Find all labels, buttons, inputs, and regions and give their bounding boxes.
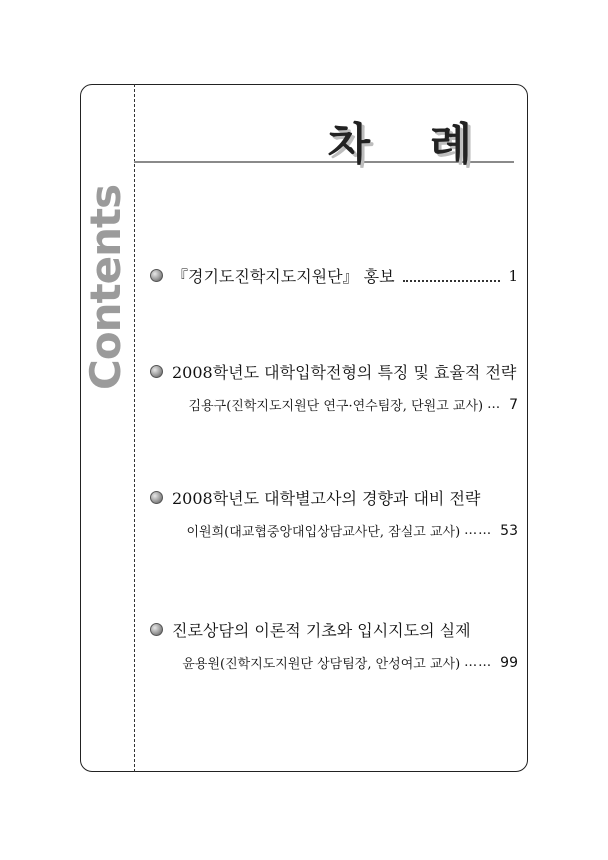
entry-page-number: 7 bbox=[509, 396, 518, 413]
side-label: Contents bbox=[81, 184, 130, 390]
entry-page-number: 53 bbox=[500, 522, 518, 539]
bullet-icon bbox=[150, 365, 163, 378]
bullet-icon bbox=[150, 491, 163, 504]
entry-author: 이원희(대교협중앙대입상담교사단, 잠실고 교사) bbox=[186, 525, 461, 540]
dot-leader bbox=[403, 270, 501, 282]
toc-entry-admission-strategy[interactable] bbox=[150, 360, 518, 414]
entry-page-number: 99 bbox=[500, 654, 518, 671]
bullet-icon bbox=[150, 623, 163, 636]
dot-leader: …… bbox=[464, 655, 493, 670]
entry-page-number: 1 bbox=[508, 266, 518, 285]
page-title: 차 례 bbox=[327, 119, 494, 170]
toc-entry-promo[interactable] bbox=[150, 264, 518, 287]
entry-author: 윤용원(진학지도지원단 상담팀장, 안성여고 교사) bbox=[182, 657, 461, 672]
side-label-container bbox=[81, 184, 130, 390]
toc-entry-university-exam[interactable] bbox=[150, 486, 518, 540]
entry-title: 진로상담의 이론적 기초와 입시지도의 실제 bbox=[172, 621, 471, 640]
entry-title: 2008학년도 대학별고사의 경향과 대비 전략 bbox=[172, 489, 481, 508]
dot-leader: …… bbox=[464, 523, 493, 538]
entry-title: 『경기도진학지도지원단』 홍보 bbox=[172, 267, 395, 286]
toc-entry-career-counseling[interactable] bbox=[150, 618, 518, 672]
vertical-divider bbox=[134, 84, 135, 772]
entry-title: 2008학년도 대학입학전형의 특징 및 효율적 전략 bbox=[172, 363, 517, 382]
entry-author: 김용구(진학지도지원단 연구·연수팀장, 단원고 교사) bbox=[188, 399, 484, 414]
bullet-icon bbox=[150, 269, 163, 282]
dot-leader: … bbox=[487, 397, 502, 412]
